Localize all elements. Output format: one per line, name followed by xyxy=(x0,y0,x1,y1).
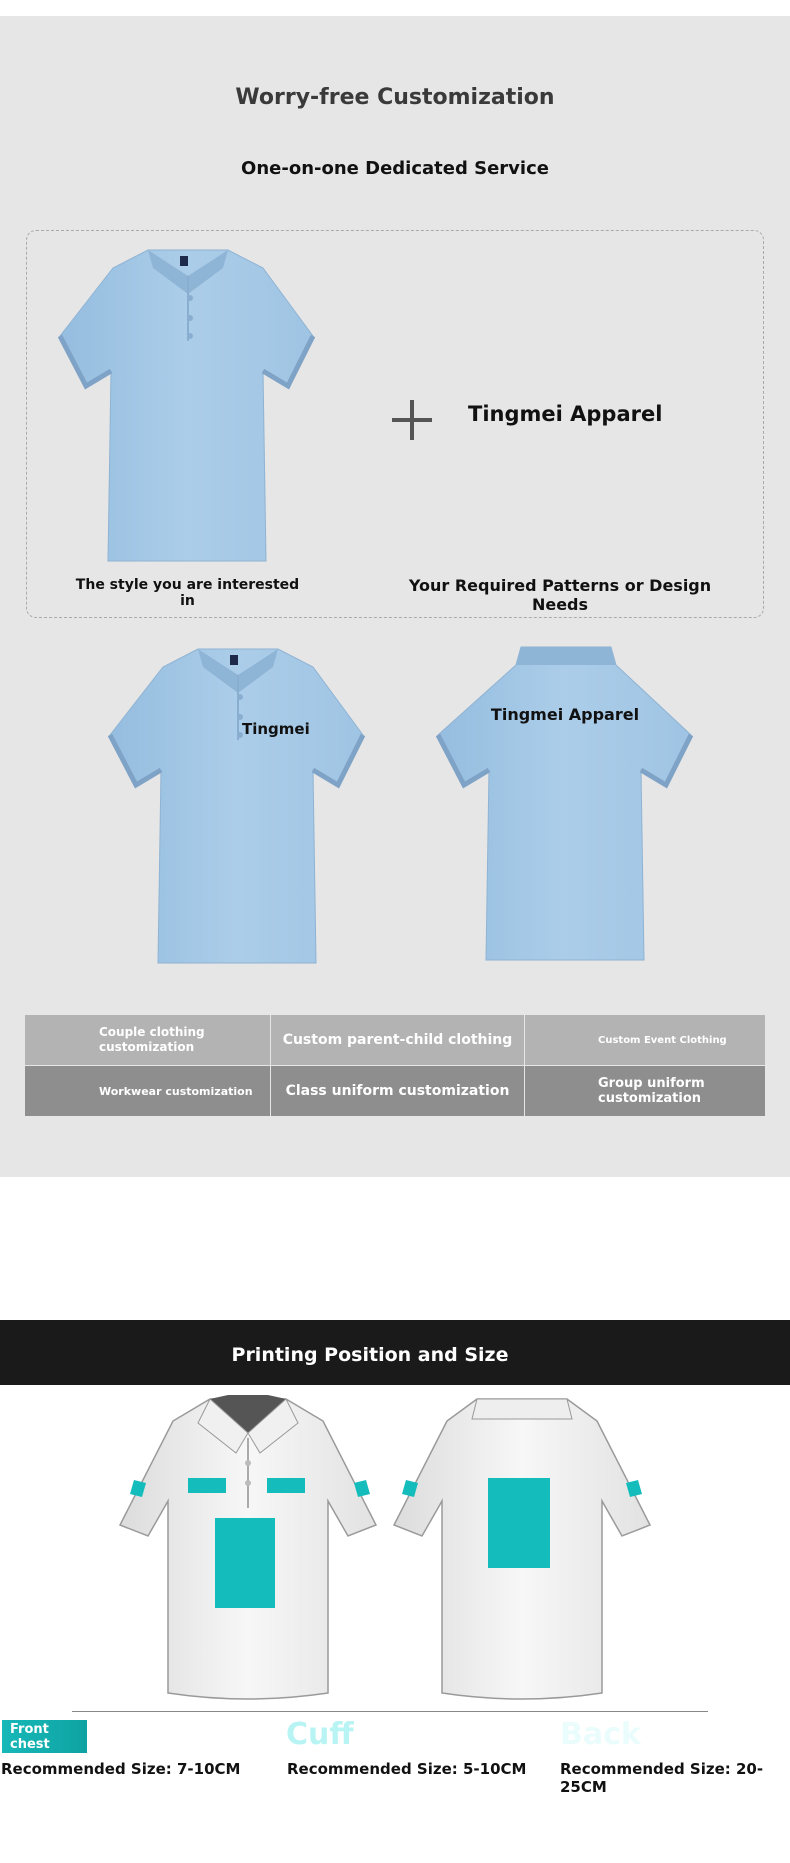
style-caption: The style you are interested in xyxy=(75,577,300,609)
printing-title: Printing Position and Size xyxy=(231,1344,509,1366)
cuff-recommended-size: Recommended Size: 5-10CM xyxy=(287,1760,527,1778)
blue-polo-front-shirt xyxy=(58,246,318,564)
plus-icon xyxy=(392,400,432,440)
service-event[interactable]: Custom Event Clothing xyxy=(525,1015,765,1065)
left-chest-print-area xyxy=(188,1478,226,1493)
blue-polo-back-preview xyxy=(436,645,696,963)
white-polo-front-diagram xyxy=(118,1393,378,1705)
page-title: Worry-free Customization xyxy=(235,85,555,110)
right-chest-print-area xyxy=(267,1478,305,1493)
service-group-uniform[interactable]: Group uniform customization xyxy=(525,1066,765,1116)
back-print-area xyxy=(488,1478,550,1568)
services-grid xyxy=(25,1015,765,1116)
page-subtitle: One-on-one Dedicated Service xyxy=(241,158,549,179)
front-chest-label: Front chest xyxy=(2,1720,87,1753)
front-print-text: Tingmei xyxy=(242,720,310,738)
white-polo-back-diagram xyxy=(392,1393,652,1705)
back-print-text: Tingmei Apparel xyxy=(490,705,640,724)
front-center-print-area xyxy=(215,1518,275,1608)
service-workwear[interactable]: Workwear customization xyxy=(25,1066,270,1116)
brand-name: Tingmei Apparel xyxy=(468,402,663,426)
service-couple[interactable]: Couple clothing customization xyxy=(25,1015,270,1065)
blue-polo-front-preview xyxy=(108,645,368,965)
service-class-uniform[interactable]: Class uniform customization xyxy=(271,1066,524,1116)
back-label: Back xyxy=(560,1717,641,1752)
design-caption: Your Required Patterns or Design Needs xyxy=(408,576,712,614)
back-recommended-size: Recommended Size: 20-25CM xyxy=(560,1760,764,1796)
front-recommended-size: Recommended Size: 7-10CM xyxy=(1,1760,241,1778)
cuff-label: Cuff xyxy=(286,1717,354,1752)
divider-line xyxy=(72,1711,708,1712)
service-parent-child[interactable]: Custom parent-child clothing xyxy=(271,1015,524,1065)
